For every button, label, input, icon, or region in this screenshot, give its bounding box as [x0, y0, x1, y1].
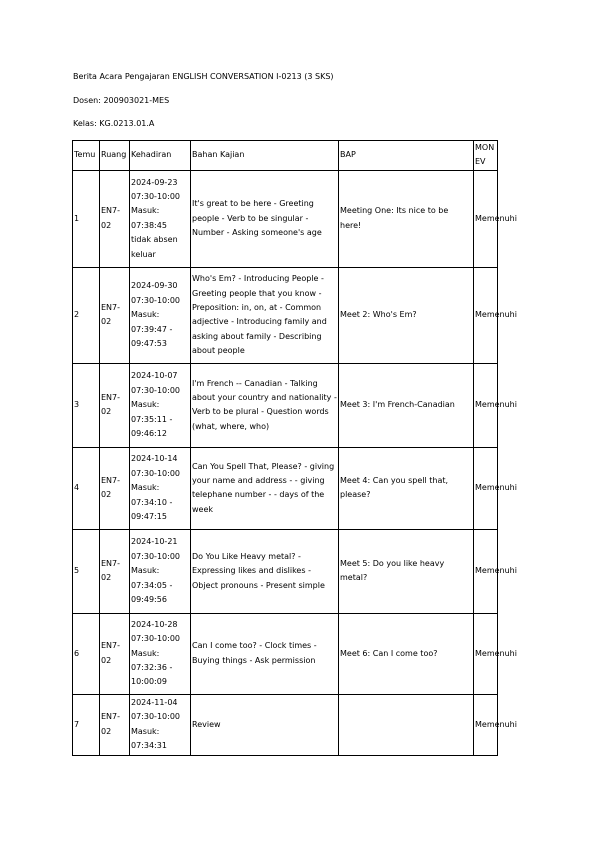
kehadiran-label: Masuk:	[131, 483, 160, 493]
teaching-record-table	[72, 140, 517, 756]
ruang-cell: EN7-02	[100, 170, 130, 267]
monev-cell: Memenuhi	[474, 613, 498, 694]
table-row	[73, 363, 498, 447]
kehadiran-schedule: 07:30-10:00	[131, 551, 180, 561]
kehadiran-time: 07:39:47 -	[131, 324, 173, 334]
kehadiran-time: 09:47:53	[131, 338, 167, 348]
kehadiran-schedule: 07:30-10:00	[131, 468, 180, 478]
kehadiran-cell	[130, 170, 191, 267]
table-row	[73, 267, 498, 363]
kehadiran-time: 07:32:36 -	[131, 663, 173, 673]
kehadiran-time: 10:00:09	[131, 677, 167, 687]
ruang-cell: EN7-02	[100, 447, 130, 529]
table-row	[73, 613, 498, 694]
temu-cell: 6	[73, 613, 100, 694]
monev-cell: Memenuhi	[474, 447, 498, 529]
kehadiran-time: 07:34:31	[131, 741, 167, 751]
class-line: Kelas: KG.0213.01.A	[73, 119, 155, 128]
kehadiran-schedule: 07:30-10:00	[131, 192, 180, 201]
ruang-cell: EN7-02	[100, 694, 130, 755]
monev-cell: Memenuhi	[474, 267, 498, 363]
bahan-kajian-cell: It's great to be here - Greeting people - Verb to be singular - Number - Asking someone's age	[191, 170, 339, 267]
kehadiran-date: 2024-10-28	[131, 619, 178, 629]
kehadiran-time: 07:34:10 -	[131, 497, 173, 507]
temu-cell: 5	[73, 529, 100, 613]
kehadiran-date: 2024-09-23	[131, 177, 178, 187]
kehadiran-date: 2024-09-30	[131, 281, 178, 291]
document-title: Berita Acara Pengajaran ENGLISH CONVERSATION I-0213 (3 SKS)	[73, 72, 334, 81]
kehadiran-note: tidak absen	[131, 235, 178, 245]
temu-cell: 3	[73, 363, 100, 447]
monev-cell: Memenuhi	[474, 694, 498, 755]
kehadiran-label: Masuk:	[131, 206, 160, 216]
ruang-cell: EN7-02	[100, 529, 130, 613]
kehadiran-cell	[130, 694, 191, 755]
bap-cell	[339, 694, 474, 755]
monev-cell: Memenuhi	[474, 529, 498, 613]
kehadiran-time: 07:35:11 -	[131, 414, 173, 424]
temu-cell: 7	[73, 694, 100, 755]
kehadiran-date: 2024-10-07	[131, 371, 178, 381]
bahan-kajian-cell: Who's Em? - Introducing People - Greeting people that you know - Preposition: in, on, at - Common adjective - Introducing family and asking about family - Describing about people	[191, 267, 339, 363]
kehadiran-cell	[130, 267, 191, 363]
table-row	[73, 694, 498, 755]
bap-cell: Meet 2: Who's Em?	[339, 267, 474, 363]
ruang-cell: EN7-02	[100, 613, 130, 694]
kehadiran-note: keluar	[131, 249, 156, 259]
kehadiran-schedule: 07:30-10:00	[131, 295, 180, 305]
bap-cell: Meeting One: Its nice to be here!	[339, 170, 474, 267]
kehadiran-date: 2024-11-04	[131, 698, 178, 707]
kehadiran-label: Masuk:	[131, 726, 160, 736]
lecturer-line: Dosen: 200903021-MES	[73, 96, 170, 105]
temu-cell: 1	[73, 170, 100, 267]
kehadiran-time: 09:49:56	[131, 594, 167, 604]
bahan-kajian-cell: I'm French -- Canadian - Talking about your country and nationality - Verb to be plural - Question words (what, where, who)	[191, 363, 339, 447]
kehadiran-time: 09:47:15	[131, 511, 167, 521]
kehadiran-date: 2024-10-21	[131, 537, 178, 547]
bap-cell: Meet 4: Can you spell that, please?	[339, 447, 474, 529]
kehadiran-date: 2024-10-14	[131, 454, 178, 464]
kehadiran-schedule: 07:30-10:00	[131, 634, 180, 644]
column-header-ruang: Ruang	[100, 141, 130, 171]
column-header-temu: Temu	[73, 141, 100, 171]
kehadiran-label: Masuk:	[131, 400, 160, 410]
bap-cell: Meet 5: Do you like heavy metal?	[339, 529, 474, 613]
monev-cell: Memenuhi	[474, 363, 498, 447]
kehadiran-cell	[130, 363, 191, 447]
table-row	[73, 529, 498, 613]
column-header-monev: MONEV	[474, 141, 498, 171]
kehadiran-cell	[130, 447, 191, 529]
bahan-kajian-cell: Review	[191, 694, 339, 755]
bahan-kajian-cell: Can I come too? - Clock times - Buying things - Ask permission	[191, 613, 339, 694]
column-header-kehadiran: Kehadiran	[130, 141, 191, 171]
temu-cell: 2	[73, 267, 100, 363]
column-header-bap: BAP	[339, 141, 474, 171]
column-header-bahan-kajian: Bahan Kajian	[191, 141, 339, 171]
kehadiran-label: Masuk:	[131, 310, 160, 320]
monev-cell: Memenuhi	[474, 170, 498, 267]
kehadiran-time: 09:46:12	[131, 428, 167, 438]
kehadiran-schedule: 07:30-10:00	[131, 712, 180, 722]
table-header-row	[73, 141, 498, 171]
kehadiran-schedule: 07:30-10:00	[131, 385, 180, 395]
bahan-kajian-cell: Can You Spell That, Please? - giving your name and address - - giving telephane number - - days of the week	[191, 447, 339, 529]
kehadiran-label: Masuk:	[131, 566, 160, 576]
bap-cell: Meet 3: I'm French-Canadian	[339, 363, 474, 447]
ruang-cell: EN7-02	[100, 267, 130, 363]
kehadiran-label: Masuk:	[131, 648, 160, 658]
table-row	[73, 447, 498, 529]
bahan-kajian-cell: Do You Like Heavy metal? - Expressing likes and dislikes - Object pronouns - Present simple	[191, 529, 339, 613]
kehadiran-time: 07:34:05 -	[131, 580, 173, 590]
kehadiran-cell	[130, 613, 191, 694]
table-row	[73, 170, 498, 267]
bap-cell: Meet 6: Can I come too?	[339, 613, 474, 694]
kehadiran-time: 07:38:45	[131, 220, 167, 230]
temu-cell: 4	[73, 447, 100, 529]
kehadiran-cell	[130, 529, 191, 613]
ruang-cell: EN7-02	[100, 363, 130, 447]
